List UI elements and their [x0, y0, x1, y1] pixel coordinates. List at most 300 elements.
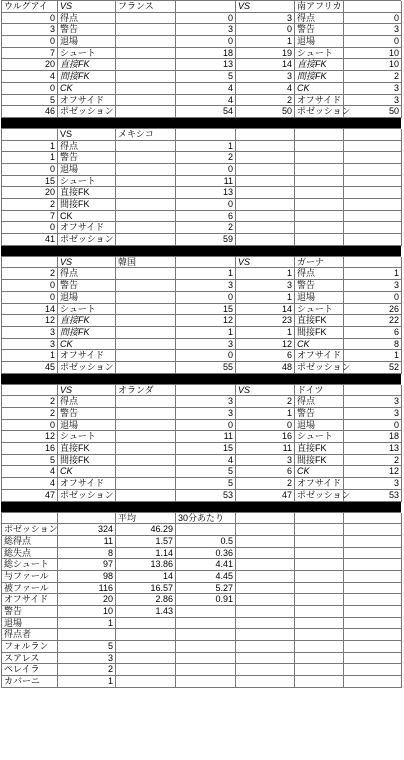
- cell[interactable]: 53: [344, 490, 402, 502]
- cell[interactable]: オフサイド: [295, 95, 344, 107]
- cell[interactable]: 20: [2, 187, 58, 199]
- cell[interactable]: [236, 641, 295, 653]
- cell[interactable]: 3: [2, 24, 58, 36]
- cell[interactable]: 3: [236, 71, 295, 83]
- cell[interactable]: [344, 176, 402, 188]
- cell[interactable]: [295, 536, 344, 548]
- cell[interactable]: 11: [176, 176, 236, 188]
- cell[interactable]: [116, 641, 176, 653]
- cell[interactable]: スアレス: [2, 653, 58, 665]
- cell[interactable]: [176, 129, 236, 141]
- cell[interactable]: [236, 187, 295, 199]
- cell[interactable]: [176, 618, 236, 630]
- cell[interactable]: 4: [236, 83, 295, 95]
- cell[interactable]: 3: [344, 478, 402, 490]
- cell[interactable]: 南アフリカ: [295, 1, 344, 13]
- cell[interactable]: シュート: [295, 304, 344, 316]
- cell[interactable]: [344, 524, 402, 536]
- cell[interactable]: 45: [2, 362, 58, 374]
- cell[interactable]: 0.36: [176, 548, 236, 560]
- cell[interactable]: 324: [58, 524, 116, 536]
- cell[interactable]: 3: [2, 327, 58, 339]
- cell[interactable]: [236, 618, 295, 630]
- cell[interactable]: 8: [58, 548, 116, 560]
- cell[interactable]: [116, 431, 176, 443]
- cell[interactable]: [116, 268, 176, 280]
- cell[interactable]: 警告: [295, 408, 344, 420]
- cell[interactable]: 1.14: [116, 548, 176, 560]
- cell[interactable]: [116, 164, 176, 176]
- cell[interactable]: 7: [2, 48, 58, 60]
- cell[interactable]: [116, 420, 176, 432]
- cell[interactable]: 3: [344, 280, 402, 292]
- cell[interactable]: [236, 676, 295, 688]
- cell[interactable]: 退場: [58, 292, 116, 304]
- cell[interactable]: 1: [2, 350, 58, 362]
- cell[interactable]: [236, 594, 295, 606]
- cell[interactable]: [116, 211, 176, 223]
- cell[interactable]: 11: [176, 431, 236, 443]
- cell[interactable]: 2: [176, 222, 236, 234]
- cell[interactable]: 0: [176, 420, 236, 432]
- cell[interactable]: [176, 641, 236, 653]
- cell[interactable]: 0: [344, 420, 402, 432]
- cell[interactable]: カバーニ: [2, 676, 58, 688]
- cell[interactable]: 5.27: [176, 583, 236, 595]
- cell[interactable]: オフサイド: [58, 478, 116, 490]
- cell[interactable]: 46.29: [116, 524, 176, 536]
- cell[interactable]: 2: [2, 408, 58, 420]
- cell[interactable]: [116, 443, 176, 455]
- cell[interactable]: 13: [176, 187, 236, 199]
- cell[interactable]: [116, 176, 176, 188]
- cell[interactable]: [116, 152, 176, 164]
- cell[interactable]: 0: [2, 292, 58, 304]
- cell[interactable]: [295, 164, 344, 176]
- cell[interactable]: [116, 71, 176, 83]
- cell[interactable]: 1: [176, 141, 236, 153]
- cell[interactable]: 16: [2, 443, 58, 455]
- cell[interactable]: [116, 629, 176, 641]
- cell[interactable]: [295, 199, 344, 211]
- cell[interactable]: 警告: [295, 280, 344, 292]
- cell[interactable]: 46: [2, 106, 58, 118]
- cell[interactable]: [176, 1, 236, 13]
- cell[interactable]: [236, 164, 295, 176]
- cell[interactable]: 2: [176, 152, 236, 164]
- cell[interactable]: 11: [236, 443, 295, 455]
- cell[interactable]: 12: [344, 466, 402, 478]
- cell[interactable]: 0: [176, 350, 236, 362]
- cell[interactable]: 98: [58, 571, 116, 583]
- cell[interactable]: [176, 676, 236, 688]
- cell[interactable]: 0: [176, 164, 236, 176]
- cell[interactable]: [344, 257, 402, 269]
- cell[interactable]: 13: [344, 443, 402, 455]
- cell[interactable]: [344, 513, 402, 525]
- cell[interactable]: 間接FK: [58, 327, 116, 339]
- cell[interactable]: 8: [344, 339, 402, 351]
- cell[interactable]: 間接FK: [58, 455, 116, 467]
- cell[interactable]: [344, 676, 402, 688]
- cell[interactable]: [116, 466, 176, 478]
- cell[interactable]: [344, 1, 402, 13]
- cell[interactable]: [116, 13, 176, 25]
- cell[interactable]: [344, 385, 402, 397]
- cell[interactable]: 13: [176, 59, 236, 71]
- cell[interactable]: 退場: [295, 420, 344, 432]
- cell[interactable]: シュート: [295, 48, 344, 60]
- cell[interactable]: 警告: [58, 408, 116, 420]
- cell[interactable]: 30分あたり: [176, 513, 236, 525]
- cell[interactable]: [344, 629, 402, 641]
- cell[interactable]: [236, 513, 295, 525]
- cell[interactable]: [295, 653, 344, 665]
- cell[interactable]: 3: [2, 339, 58, 351]
- cell[interactable]: 退場: [58, 36, 116, 48]
- cell[interactable]: [344, 594, 402, 606]
- cell[interactable]: CK: [295, 339, 344, 351]
- cell[interactable]: [344, 234, 402, 246]
- cell[interactable]: 50: [344, 106, 402, 118]
- cell[interactable]: 2: [236, 396, 295, 408]
- cell[interactable]: 16: [236, 431, 295, 443]
- cell[interactable]: 19: [236, 48, 295, 60]
- cell[interactable]: [116, 339, 176, 351]
- cell[interactable]: 間接FK: [58, 71, 116, 83]
- cell[interactable]: [2, 385, 58, 397]
- cell[interactable]: 0: [344, 292, 402, 304]
- cell[interactable]: 得点: [58, 141, 116, 153]
- cell[interactable]: 22: [344, 315, 402, 327]
- cell[interactable]: 97: [58, 559, 116, 571]
- cell[interactable]: [116, 304, 176, 316]
- cell[interactable]: 3: [176, 339, 236, 351]
- cell[interactable]: 16.57: [116, 583, 176, 595]
- cell[interactable]: 48: [236, 362, 295, 374]
- cell[interactable]: [116, 95, 176, 107]
- cell[interactable]: [344, 152, 402, 164]
- cell[interactable]: [344, 559, 402, 571]
- cell[interactable]: 0: [2, 280, 58, 292]
- cell[interactable]: [116, 59, 176, 71]
- cell[interactable]: 0: [176, 292, 236, 304]
- cell[interactable]: 2: [236, 478, 295, 490]
- cell[interactable]: VS: [58, 257, 116, 269]
- cell[interactable]: ガーナ: [295, 257, 344, 269]
- cell[interactable]: 116: [58, 583, 116, 595]
- cell[interactable]: [116, 455, 176, 467]
- cell[interactable]: [295, 676, 344, 688]
- cell[interactable]: 18: [176, 48, 236, 60]
- cell[interactable]: 0: [2, 83, 58, 95]
- cell[interactable]: 5: [176, 466, 236, 478]
- cell[interactable]: [176, 629, 236, 641]
- cell[interactable]: 1: [236, 408, 295, 420]
- cell[interactable]: フランス: [116, 1, 176, 13]
- cell[interactable]: [116, 408, 176, 420]
- cell[interactable]: VS: [236, 385, 295, 397]
- cell[interactable]: [295, 222, 344, 234]
- cell[interactable]: 50: [236, 106, 295, 118]
- cell[interactable]: [116, 83, 176, 95]
- cell[interactable]: 得点: [58, 13, 116, 25]
- cell[interactable]: 5: [2, 455, 58, 467]
- cell[interactable]: [58, 513, 116, 525]
- cell[interactable]: 3: [176, 396, 236, 408]
- cell[interactable]: [344, 583, 402, 595]
- cell[interactable]: 4: [176, 83, 236, 95]
- cell[interactable]: [116, 24, 176, 36]
- cell[interactable]: ポゼッション: [58, 106, 116, 118]
- cell[interactable]: 1: [236, 327, 295, 339]
- cell[interactable]: [116, 187, 176, 199]
- cell[interactable]: 直接FK: [58, 187, 116, 199]
- cell[interactable]: [295, 176, 344, 188]
- cell[interactable]: 5: [58, 641, 116, 653]
- cell[interactable]: 退場: [58, 420, 116, 432]
- cell[interactable]: 12: [2, 315, 58, 327]
- cell[interactable]: 0: [2, 164, 58, 176]
- cell[interactable]: [236, 199, 295, 211]
- cell[interactable]: [236, 536, 295, 548]
- cell[interactable]: [116, 664, 176, 676]
- cell[interactable]: [295, 548, 344, 560]
- cell[interactable]: [176, 653, 236, 665]
- cell[interactable]: [2, 129, 58, 141]
- cell[interactable]: 3: [176, 408, 236, 420]
- cell[interactable]: 警告: [295, 24, 344, 36]
- cell[interactable]: [344, 618, 402, 630]
- cell[interactable]: [236, 176, 295, 188]
- cell[interactable]: [295, 141, 344, 153]
- cell[interactable]: 0: [2, 420, 58, 432]
- cell[interactable]: ポゼッション: [58, 234, 116, 246]
- cell[interactable]: 1: [236, 268, 295, 280]
- cell[interactable]: 退場: [295, 292, 344, 304]
- cell[interactable]: 10: [344, 59, 402, 71]
- cell[interactable]: 退場: [2, 618, 58, 630]
- cell[interactable]: 54: [176, 106, 236, 118]
- cell[interactable]: [236, 141, 295, 153]
- cell[interactable]: 3: [344, 408, 402, 420]
- cell[interactable]: 6: [236, 466, 295, 478]
- cell[interactable]: 3: [176, 24, 236, 36]
- cell[interactable]: 間接FK: [295, 327, 344, 339]
- cell[interactable]: [295, 187, 344, 199]
- cell[interactable]: [116, 315, 176, 327]
- cell[interactable]: [344, 129, 402, 141]
- cell[interactable]: 41: [2, 234, 58, 246]
- cell[interactable]: 2: [2, 268, 58, 280]
- cell[interactable]: 2: [58, 664, 116, 676]
- cell[interactable]: 退場: [295, 36, 344, 48]
- cell[interactable]: 0: [2, 222, 58, 234]
- cell[interactable]: 5: [176, 478, 236, 490]
- cell[interactable]: オフサイド: [2, 594, 58, 606]
- cell[interactable]: シュート: [58, 431, 116, 443]
- cell[interactable]: 得点: [295, 396, 344, 408]
- cell[interactable]: 0: [2, 13, 58, 25]
- cell[interactable]: 20: [2, 59, 58, 71]
- cell[interactable]: 1: [58, 618, 116, 630]
- cell[interactable]: [295, 594, 344, 606]
- cell[interactable]: 4: [176, 455, 236, 467]
- cell[interactable]: 0: [2, 36, 58, 48]
- cell[interactable]: 6: [344, 327, 402, 339]
- cell[interactable]: VS: [58, 1, 116, 13]
- cell[interactable]: 26: [344, 304, 402, 316]
- cell[interactable]: [176, 664, 236, 676]
- cell[interactable]: [176, 524, 236, 536]
- cell[interactable]: 0.91: [176, 594, 236, 606]
- cell[interactable]: 1: [2, 141, 58, 153]
- cell[interactable]: 1: [236, 292, 295, 304]
- cell[interactable]: ウルグアイ: [2, 1, 58, 13]
- cell[interactable]: 4: [2, 478, 58, 490]
- cell[interactable]: 14: [236, 59, 295, 71]
- cell[interactable]: 2: [2, 199, 58, 211]
- cell[interactable]: [116, 48, 176, 60]
- cell[interactable]: 警告: [2, 606, 58, 618]
- cell[interactable]: [116, 396, 176, 408]
- cell[interactable]: 12: [2, 431, 58, 443]
- cell[interactable]: 直接FK: [58, 443, 116, 455]
- cell[interactable]: オフサイド: [58, 95, 116, 107]
- cell[interactable]: [236, 664, 295, 676]
- cell[interactable]: 1.57: [116, 536, 176, 548]
- cell[interactable]: 0: [344, 13, 402, 25]
- cell[interactable]: CK: [58, 339, 116, 351]
- cell[interactable]: [236, 211, 295, 223]
- cell[interactable]: CK: [295, 83, 344, 95]
- cell[interactable]: CK: [58, 83, 116, 95]
- cell[interactable]: [236, 653, 295, 665]
- cell[interactable]: 3: [236, 280, 295, 292]
- cell[interactable]: 得点者: [2, 629, 58, 641]
- cell[interactable]: [116, 618, 176, 630]
- cell[interactable]: ドイツ: [295, 385, 344, 397]
- cell[interactable]: [344, 187, 402, 199]
- cell[interactable]: [295, 629, 344, 641]
- cell[interactable]: [295, 513, 344, 525]
- cell[interactable]: 14: [2, 304, 58, 316]
- cell[interactable]: [344, 641, 402, 653]
- cell[interactable]: 10: [344, 48, 402, 60]
- cell[interactable]: シュート: [58, 48, 116, 60]
- cell[interactable]: メキシコ: [116, 129, 176, 141]
- cell[interactable]: 6: [236, 350, 295, 362]
- cell[interactable]: 47: [236, 490, 295, 502]
- cell[interactable]: 0: [176, 36, 236, 48]
- cell[interactable]: 警告: [58, 280, 116, 292]
- cell[interactable]: VS: [236, 1, 295, 13]
- cell[interactable]: [116, 362, 176, 374]
- cell[interactable]: フォルラン: [2, 641, 58, 653]
- cell[interactable]: [116, 327, 176, 339]
- cell[interactable]: [236, 152, 295, 164]
- cell[interactable]: ポゼッション: [58, 362, 116, 374]
- cell[interactable]: 1: [236, 36, 295, 48]
- cell[interactable]: 13.86: [116, 559, 176, 571]
- cell[interactable]: [344, 211, 402, 223]
- cell[interactable]: 間接FK: [295, 71, 344, 83]
- cell[interactable]: [295, 524, 344, 536]
- cell[interactable]: ポゼッション: [58, 490, 116, 502]
- cell[interactable]: [116, 350, 176, 362]
- cell[interactable]: [344, 606, 402, 618]
- cell[interactable]: 20: [58, 594, 116, 606]
- cell[interactable]: 18: [344, 431, 402, 443]
- cell[interactable]: 与ファール: [2, 571, 58, 583]
- cell[interactable]: [295, 618, 344, 630]
- cell[interactable]: ポゼッション: [297, 106, 351, 117]
- cell[interactable]: 韓国: [116, 257, 176, 269]
- cell[interactable]: [344, 548, 402, 560]
- cell[interactable]: 3: [344, 24, 402, 36]
- cell[interactable]: 53: [176, 490, 236, 502]
- cell[interactable]: 15: [176, 304, 236, 316]
- cell[interactable]: [116, 490, 176, 502]
- cell[interactable]: [344, 664, 402, 676]
- cell[interactable]: 5: [2, 95, 58, 107]
- cell[interactable]: 2: [236, 95, 295, 107]
- cell[interactable]: 15: [2, 176, 58, 188]
- cell[interactable]: 0.5: [176, 536, 236, 548]
- cell[interactable]: 間接FK: [295, 455, 344, 467]
- cell[interactable]: [344, 536, 402, 548]
- cell[interactable]: 平均: [116, 513, 176, 525]
- cell[interactable]: CK: [58, 466, 116, 478]
- cell[interactable]: 直接FK: [295, 443, 344, 455]
- cell[interactable]: 3: [58, 653, 116, 665]
- cell[interactable]: 総得点: [2, 536, 58, 548]
- cell[interactable]: CK: [58, 211, 116, 223]
- cell[interactable]: [116, 653, 176, 665]
- cell[interactable]: 2: [2, 396, 58, 408]
- cell[interactable]: 2: [344, 455, 402, 467]
- cell[interactable]: 3: [236, 455, 295, 467]
- cell[interactable]: 3: [236, 13, 295, 25]
- cell[interactable]: [2, 257, 58, 269]
- cell[interactable]: [236, 222, 295, 234]
- cell[interactable]: [344, 653, 402, 665]
- cell[interactable]: 14: [236, 304, 295, 316]
- cell[interactable]: 0: [236, 420, 295, 432]
- cell[interactable]: VS: [58, 385, 116, 397]
- cell[interactable]: 0: [344, 36, 402, 48]
- cell[interactable]: 0: [236, 24, 295, 36]
- cell[interactable]: 直接FK: [58, 315, 116, 327]
- cell[interactable]: オフサイド: [295, 350, 344, 362]
- cell[interactable]: CK: [295, 466, 344, 478]
- cell[interactable]: [236, 524, 295, 536]
- cell[interactable]: [295, 211, 344, 223]
- cell[interactable]: 得点: [295, 13, 344, 25]
- cell[interactable]: [176, 606, 236, 618]
- cell[interactable]: 6: [176, 211, 236, 223]
- cell[interactable]: [116, 280, 176, 292]
- cell[interactable]: [176, 257, 236, 269]
- cell[interactable]: [295, 559, 344, 571]
- cell[interactable]: シュート: [58, 176, 116, 188]
- cell[interactable]: [116, 36, 176, 48]
- cell[interactable]: 1: [2, 152, 58, 164]
- cell[interactable]: 52: [344, 362, 402, 374]
- cell[interactable]: [344, 222, 402, 234]
- cell[interactable]: [344, 164, 402, 176]
- cell[interactable]: 4: [2, 71, 58, 83]
